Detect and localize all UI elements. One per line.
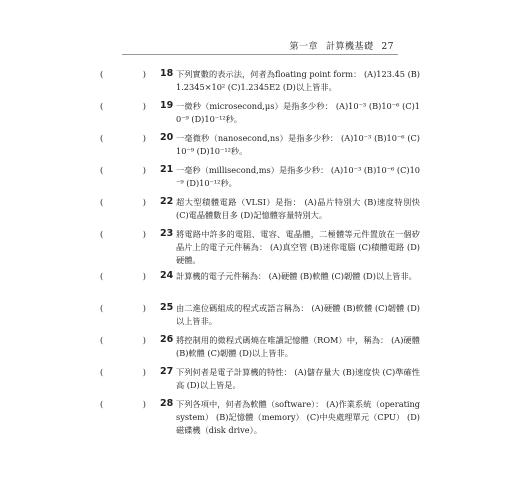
question-20 [100, 132, 420, 158]
question-number: 18 [160, 68, 174, 79]
question-text: 一毫秒（millisecond,ms）是指多少秒： (A)10⁻³ (B)10⁻⁶ (C)10⁻⁹ (D)10⁻¹²秒。 [176, 165, 420, 188]
question-text: 下列實數的表示法，何者為floating point form： (A)123.45 (B)1.2345×10² (C)1.2345E2 (D)以上皆非。 [176, 69, 420, 92]
question-18 [100, 68, 420, 94]
question-number: 24 [160, 270, 174, 281]
question-number: 20 [160, 132, 174, 143]
question-text: 下列各項中，何者為軟體（software）： (A)作業系統（operating system） (B)記憶體（memory） (C)中央處理單元（CPU） (D)磁碟機（disk drive）。 [176, 399, 420, 435]
answer-blank[interactable]: ( ) [100, 101, 146, 111]
chapter-label: 第一章 [289, 42, 319, 52]
question-number: 28 [160, 398, 174, 409]
answer-blank[interactable]: ( ) [100, 303, 146, 313]
answer-blank[interactable]: ( ) [100, 399, 146, 409]
question-text: 將控制用的微程式碼燒在唯讀記憶體（ROM）中，稱為： (A)硬體 (B)軟體 (C)韌體 (D)以上皆非。 [176, 335, 420, 358]
question-number: 21 [160, 164, 174, 175]
question-text: 由二進位碼組成的程式或語言稱為： (A)硬體 (B)軟體 (C)韌體 (D)以上皆非。 [176, 303, 420, 326]
question-21 [100, 164, 420, 190]
answer-blank[interactable]: ( ) [100, 165, 146, 175]
question-number: 23 [160, 228, 174, 239]
answer-blank[interactable]: ( ) [100, 229, 146, 239]
running-header [290, 39, 394, 52]
answer-blank[interactable]: ( ) [100, 69, 146, 79]
question-text: 一微秒（microsecond,μs）是指多少秒： (A)10⁻³ (B)10⁻⁶ (C)10⁻⁹ (D)10⁻¹²秒。 [176, 101, 420, 124]
question-28 [100, 398, 420, 437]
question-text: 超大型積體電路（VLSI）是指： (A)晶片特別大 (B)速度特別快 (C)電晶體數目多 (D)記憶體容量特別大。 [176, 197, 420, 220]
question-25 [100, 302, 420, 328]
question-number: 19 [160, 100, 174, 111]
answer-blank[interactable]: ( ) [100, 335, 146, 345]
question-text: 下列何者是電子計算機的特性： (A)儲存量大 (B)速度快 (C)準確性高 (D)以上皆是。 [176, 367, 420, 390]
question-number: 26 [160, 334, 174, 345]
answer-blank[interactable]: ( ) [100, 133, 146, 143]
question-26 [100, 334, 420, 360]
question-text: 計算機的電子元件稱為： (A)硬體 (B)軟體 (C)韌體 (D)以上皆非。 [176, 271, 417, 281]
question-19 [100, 100, 420, 126]
question-number: 27 [160, 366, 174, 377]
question-24 [100, 270, 420, 283]
header-rule [122, 54, 398, 55]
question-number: 22 [160, 196, 174, 207]
chapter-title: 計算機基礎 [326, 42, 374, 52]
question-23 [100, 228, 420, 267]
answer-blank[interactable]: ( ) [100, 271, 146, 281]
question-27 [100, 366, 420, 392]
question-text: 將電路中許多的電阻、電容、電晶體，二極體等元件置放在一個矽晶片上的電子元件稱為： (A)真空管 (B)迷你電腦 (C)積體電路 (D)硬體。 [176, 229, 420, 265]
question-22 [100, 196, 420, 222]
question-number: 25 [160, 302, 174, 313]
page-number: 27 [381, 42, 394, 52]
question-text: 一毫微秒（nanosecond,ns）是指多少秒： (A)10⁻³ (B)10⁻⁶ (C)10⁻⁹ (D)10⁻¹²秒。 [176, 133, 420, 156]
answer-blank[interactable]: ( ) [100, 367, 146, 377]
answer-blank[interactable]: ( ) [100, 197, 146, 207]
